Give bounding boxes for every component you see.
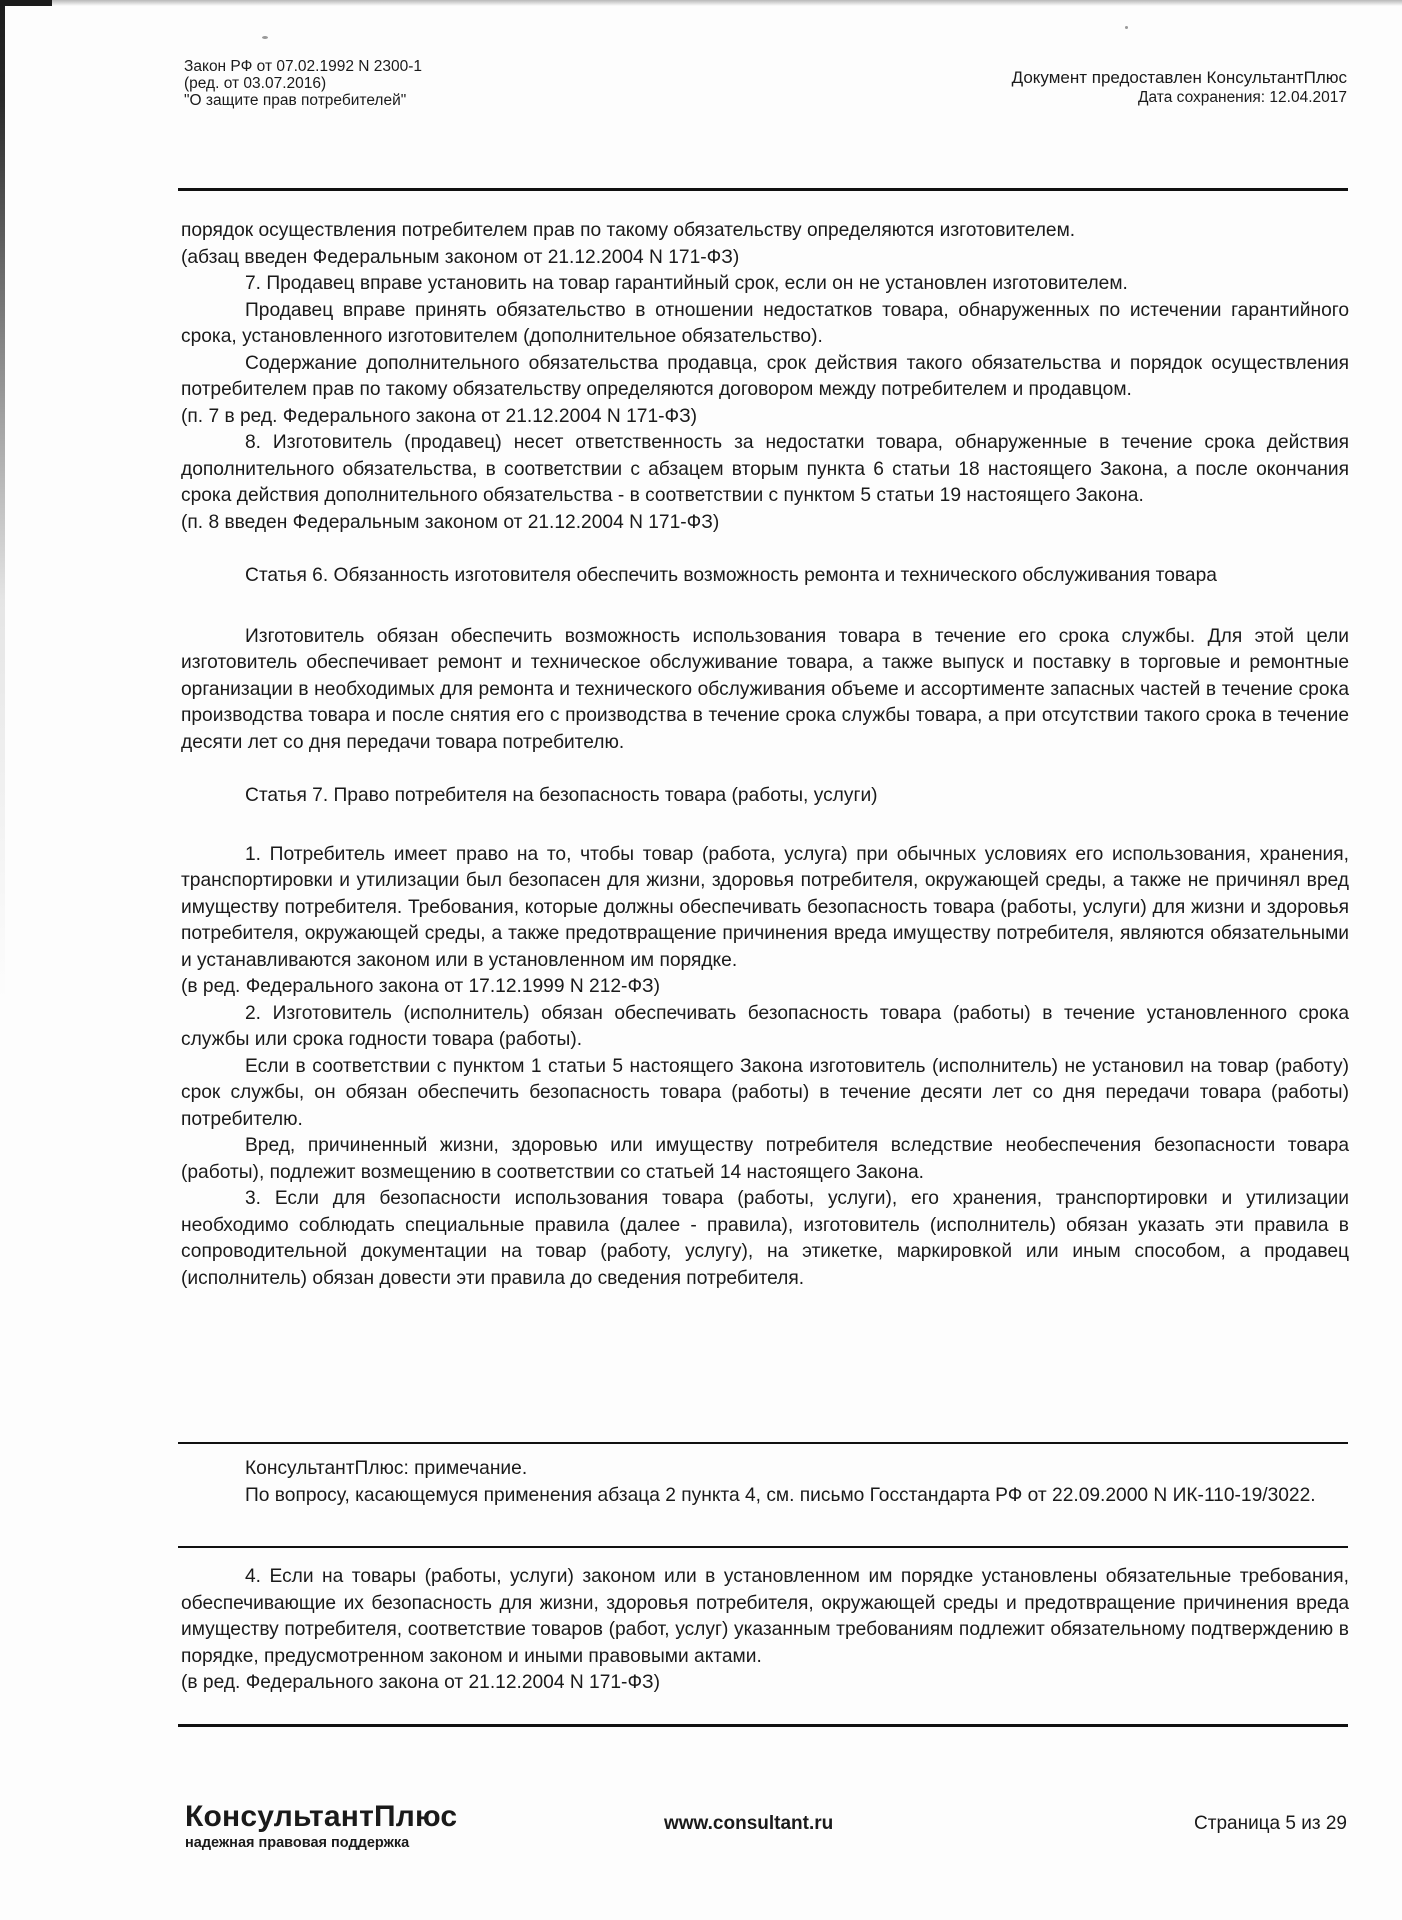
spacer — [181, 589, 1349, 616]
provider-label: Документ предоставлен КонсультантПлюс — [1011, 68, 1347, 87]
item-4-text: 4. Если на товары (работы, услуги) законом или в установленном им порядке установлены обязательные требования, обеспечивающие их безопасность для жизни, здоровья потребителя, окружающей среды и предотвращение причинения вреда имуществу потребителя, соответствие товаров (работ, услуг) указанным требованиям подлежит обязательному подтверждению в порядке, предусмотренном законом и иными правовыми актами. — [181, 1566, 1349, 1667]
body-paragraph: Вред, причиненный жизни, здоровью или имуществу потребителя вследствие необеспечения безопасности товара (работы), подлежит возмещению в соответствии со статьей 14 настоящего Закона. — [181, 1135, 1349, 1183]
scan-speck — [1125, 26, 1128, 29]
amendment-note: (п. 8 введен Федеральным законом от 21.12.2004 N 171-ФЗ) — [181, 511, 720, 533]
save-date: Дата сохранения: 12.04.2017 — [1138, 89, 1347, 106]
brand-logo — [185, 1800, 457, 1852]
spacer — [181, 536, 1349, 563]
amendment-note: (п. 7 в ред. Федерального закона от 21.12.2004 N 171-ФЗ) — [181, 405, 698, 427]
article-7-title: Статья 7. Право потребителя на безопасность товара (работы, услуги) — [245, 784, 878, 806]
document-body — [181, 218, 1349, 1292]
brand-name: КонсультантПлюс — [185, 1800, 458, 1833]
note-title: КонсультантПлюс: примечание. — [245, 1458, 528, 1479]
body-paragraph: Если в соответствии с пунктом 1 статьи 5 настоящего Закона изготовитель (исполнитель) не установил на товар (работу) срок службы, он обязан обеспечить безопасность товара (работы) в течение десяти лет со дня передачи товара (работы) потребителю. — [181, 1055, 1349, 1130]
law-title: Закон РФ от 07.02.1992 N 2300-1 — [184, 58, 423, 75]
body-paragraph: 8. Изготовитель (продавец) несет ответственность за недостатки товара, обнаруженные в течение срока действия дополнительного обязательства, в соответствии с абзацем вторым пункта 6 статьи 18 настоящего Закона, а после окончания срока действия дополнительного обязательства - в соответствии с пунктом 5 статьи 19 настоящего Закона. — [181, 432, 1349, 506]
scan-border-left — [0, 0, 5, 1000]
scan-border-top — [0, 0, 1402, 6]
scan-speck — [262, 36, 268, 39]
spacer — [181, 616, 1349, 624]
spacer — [181, 756, 1349, 783]
law-revision: (ред. от 03.07.2016) — [184, 75, 327, 92]
amendment-note: (абзац введен Федеральным законом от 21.12.2004 N 171-ФЗ) — [181, 246, 740, 268]
body-paragraph: 7. Продавец вправе установить на товар гарантийный срок, если он не установлен изготовителем. — [245, 273, 1128, 294]
body-paragraph: Продавец вправе принять обязательство в отношении недостатков товара, обнаруженных по истечении гарантийного срока, установленного изготовителем (дополнительное обязательство). — [181, 299, 1349, 347]
article-7-item-3: 3. Если для безопасности использования товара (работы, услуги), его хранения, транспортировки и утилизации необходимо соблюдать специальные правила (далее - правила), изготовитель (исполнитель) обязан указать эти правила в сопроводительной документации на товар (работу, услугу), на этикетке, маркировкой или иным способом, а продавец (исполнитель) обязан довести эти правила до сведения потребителя. — [181, 1188, 1349, 1289]
spacer — [181, 809, 1349, 836]
note-text: По вопросу, касающемуся применения абзаца 2 пункта 4, см. письмо Госстандарта РФ от 22.09.2000 N ИК-110-19/3022. — [245, 1484, 1316, 1506]
law-name: "О защите прав потребителей" — [184, 92, 407, 109]
article-6-text: Изготовитель обязан обеспечить возможность использования товара в течение его срока службы. Для этой цели изготовитель обеспечивает ремонт и техническое обслуживание товара, а также выпуск и поставку в торговые и ремонтные организации в необходимых для ремонта и технического обслуживания объеме и ассортименте запасных частей в течение срока производства товара и после снятия его с производства в течение срока службы товара, а при отсутствии такого срока в течение десяти лет со дня передачи товара потребителю. — [181, 625, 1349, 753]
article-7-item-4 — [181, 1564, 1349, 1697]
body-paragraph: порядок осуществления потребителем прав по такому обязательству определяются изготовителем. — [181, 220, 1076, 241]
law-reference — [184, 58, 422, 109]
scan-border-corner — [0, 0, 52, 6]
article-7-item-1: 1. Потребитель имеет право на то, чтобы товар (работа, услуга) при обычных условиях его использования, хранения, транспортировки и утилизации был безопасен для жизни, здоровья потребителя, окружающей среды, а также не причинял вред имуществу потребителя. Требования, которые должны обеспечивать безопасность товара (работы, услуги) для жизни и здоровья потребителя, окружающей среды, а также предотвращение причинения вреда имуществу потребителя, являются обязательными и устанавливаются законом или в установленном им порядке. — [181, 843, 1349, 971]
amendment-note: (в ред. Федерального закона от 17.12.1999 N 212-ФЗ) — [181, 976, 661, 997]
document-provider — [1012, 68, 1347, 108]
header-divider — [178, 188, 1348, 191]
article-6-title: Статья 6. Обязанность изготовителя обеспечить возможность ремонта и технического обслуживания товара — [245, 564, 1217, 586]
consultant-note — [181, 1456, 1349, 1509]
amendment-note: (в ред. Федерального закона от 21.12.2004 N 171-ФЗ) — [181, 1672, 661, 1693]
footer-divider — [178, 1724, 1348, 1727]
note-divider-top — [178, 1442, 1348, 1444]
body-paragraph: Содержание дополнительного обязательства продавца, срок действия такого обязательства и порядок осуществления потребителем прав по такому обязательству определяются договором между потребителем и продавцом. — [181, 352, 1349, 400]
brand-tagline: надежная правовая поддержка — [185, 1835, 410, 1851]
note-divider-bottom — [178, 1546, 1348, 1548]
page-number: Страница 5 из 29 — [1194, 1813, 1347, 1834]
website-link[interactable]: www.consultant.ru — [664, 1813, 834, 1834]
article-7-item-2: 2. Изготовитель (исполнитель) обязан обеспечивать безопасность товара (работы) в течение установленного срока службы или срока годности товара (работы). — [181, 1002, 1349, 1050]
